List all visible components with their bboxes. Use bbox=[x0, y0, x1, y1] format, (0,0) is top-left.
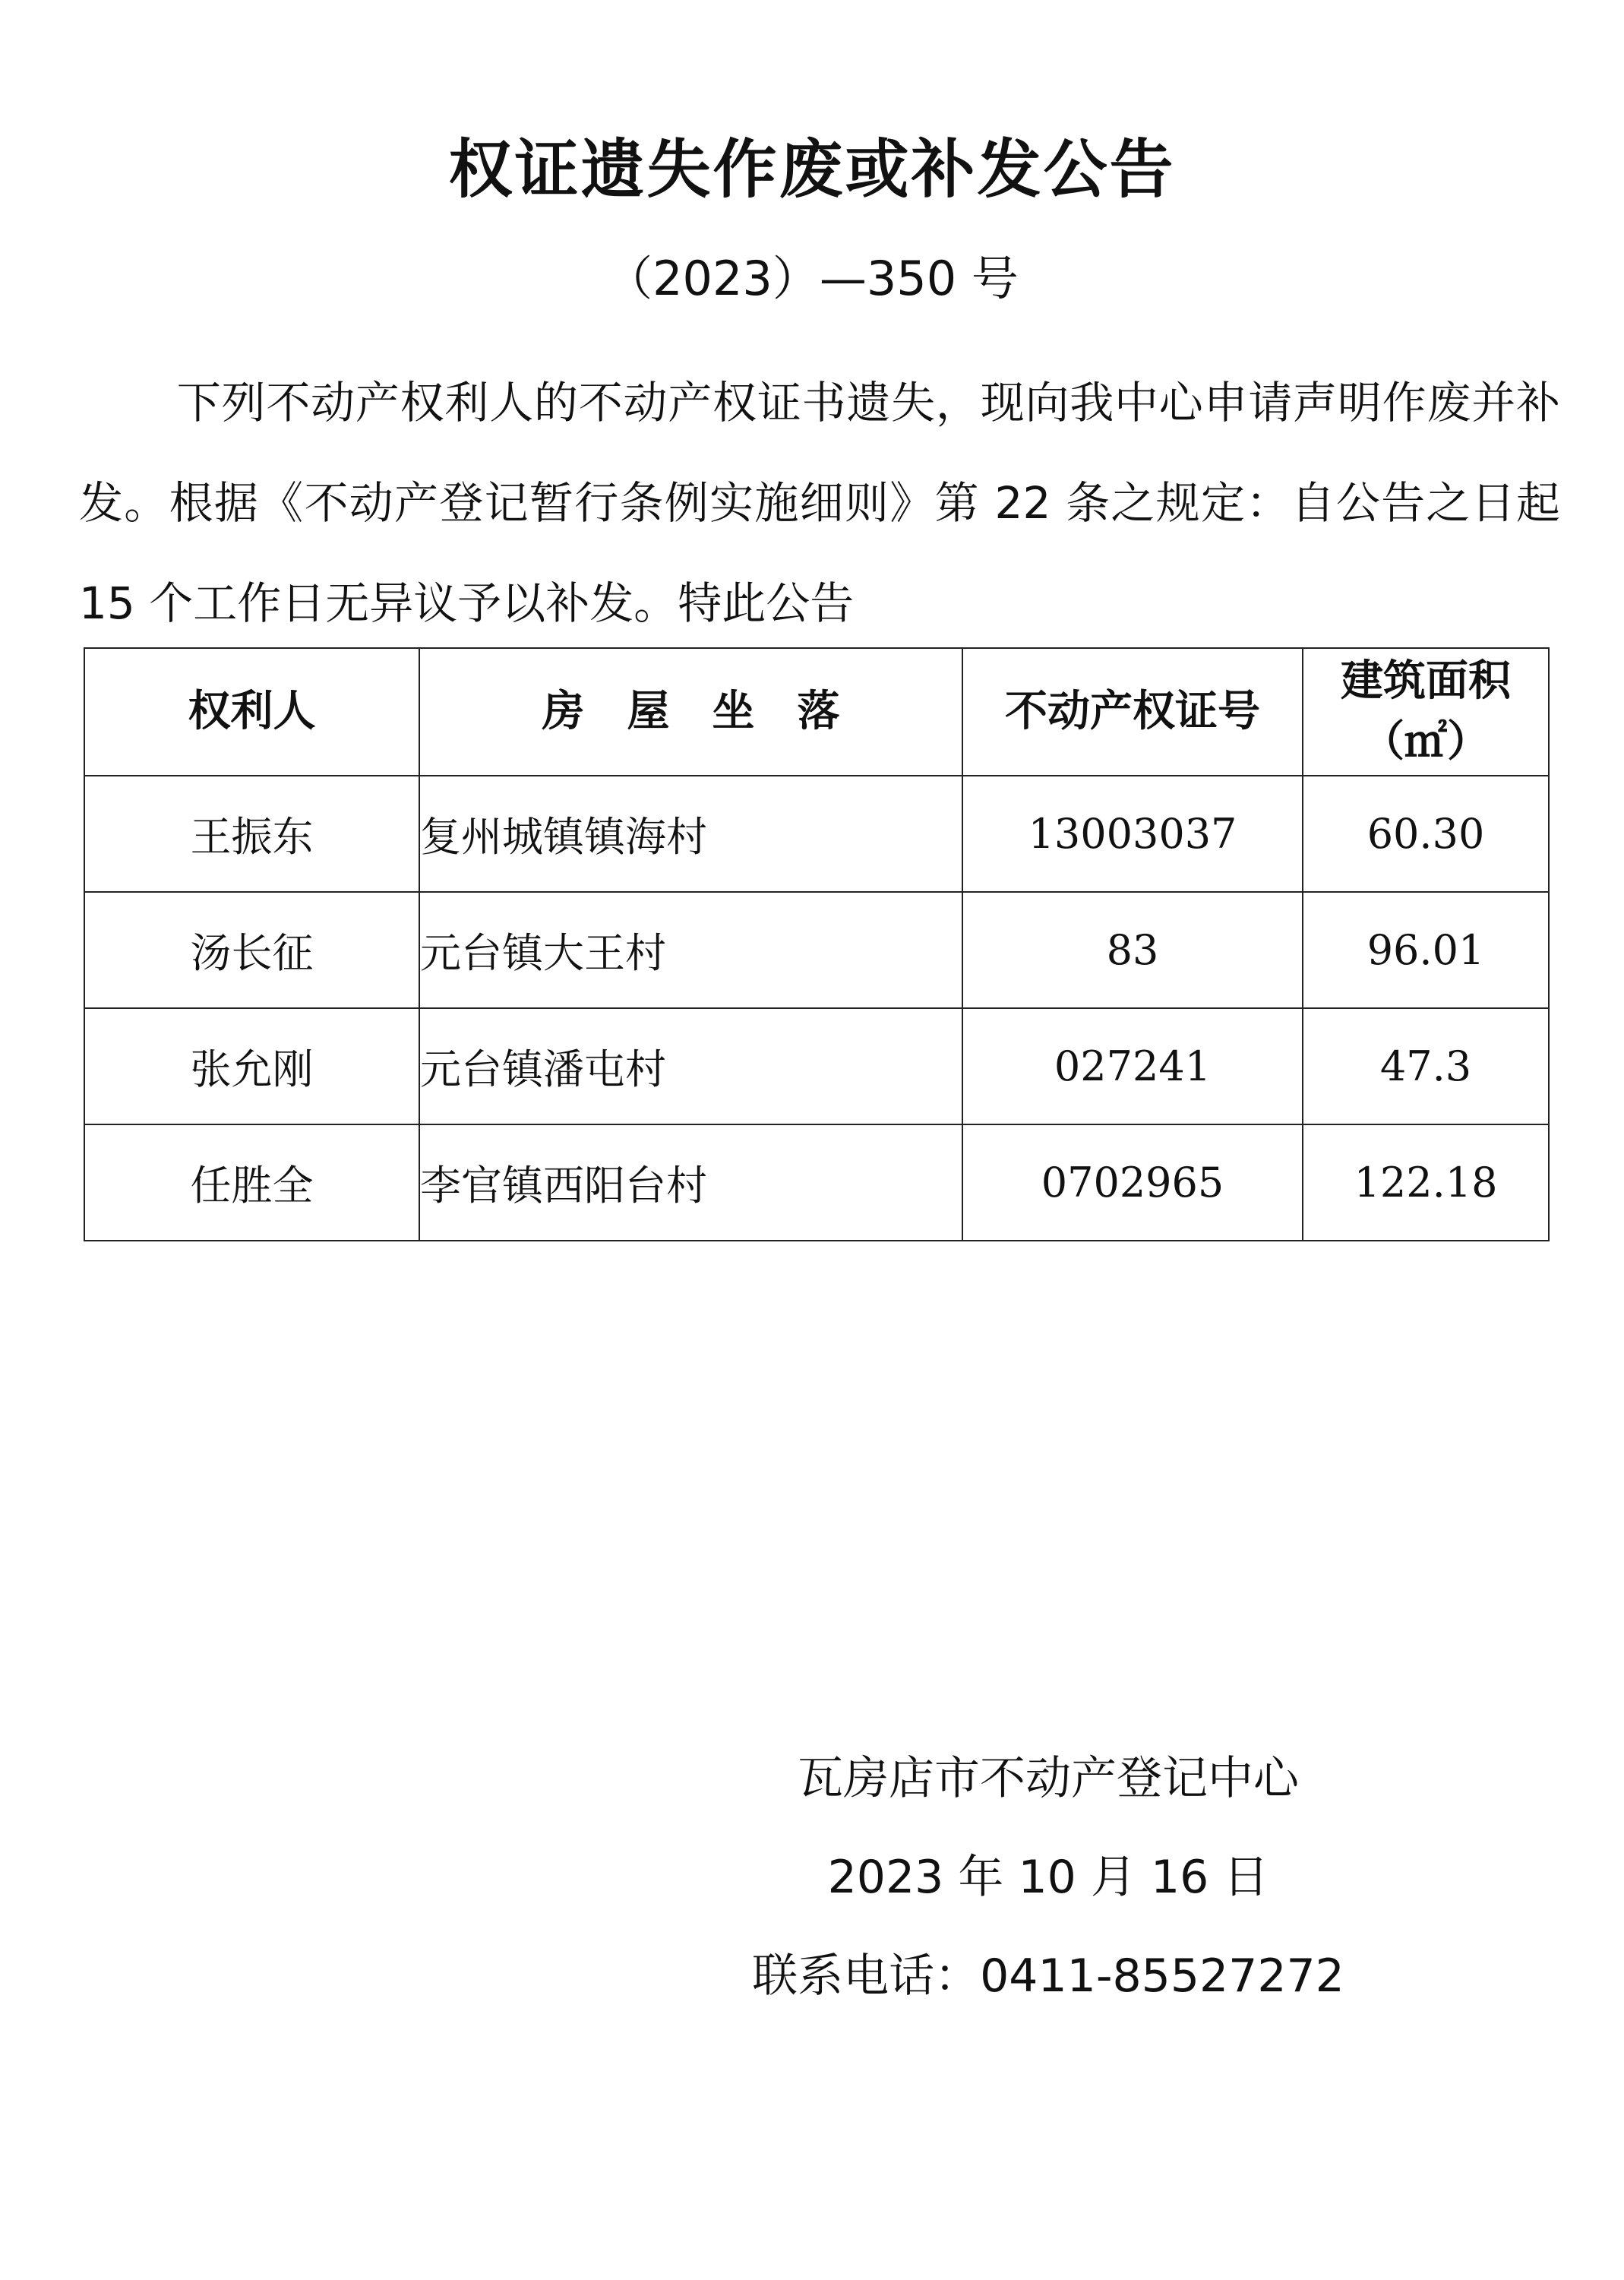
header-area-label: 建筑面积 bbox=[1341, 656, 1511, 706]
header-area bbox=[1303, 648, 1549, 776]
table-row bbox=[84, 1008, 1549, 1124]
issue-date: 2023 年 10 月 16 日 bbox=[827, 1851, 1269, 1904]
area-cell: 96.01 bbox=[1303, 892, 1549, 1008]
owner-cell: 王振东 bbox=[84, 776, 419, 892]
lost-certificate-table bbox=[84, 647, 1550, 1241]
notice-title: 权证遗失作废或补发公告 bbox=[448, 132, 1176, 207]
contact-phone: 联系电话：0411-85527272 bbox=[752, 1950, 1344, 2003]
cert-no-cell: 027241 bbox=[962, 1008, 1303, 1124]
owner-cell: 汤长征 bbox=[84, 892, 419, 1008]
table-row bbox=[84, 1124, 1549, 1241]
table-row bbox=[84, 892, 1549, 1008]
owner-cell: 张允刚 bbox=[84, 1008, 419, 1124]
location-cell: 元台镇潘屯村 bbox=[419, 1008, 962, 1124]
area-cell: 60.30 bbox=[1303, 776, 1549, 892]
cert-no-cell: 0702965 bbox=[962, 1124, 1303, 1241]
location-cell: 复州城镇镇海村 bbox=[419, 776, 962, 892]
header-area-unit: （㎡） bbox=[1362, 717, 1490, 767]
header-owner: 权利人 bbox=[84, 648, 419, 776]
area-cell: 47.3 bbox=[1303, 1008, 1549, 1124]
cert-no-cell: 13003037 bbox=[962, 776, 1303, 892]
table-header-row bbox=[84, 648, 1549, 776]
area-cell: 122.18 bbox=[1303, 1124, 1549, 1241]
issuing-organization: 瓦房店市不动产登记中心 bbox=[798, 1752, 1299, 1805]
table-row bbox=[84, 776, 1549, 892]
location-cell: 元台镇大王村 bbox=[419, 892, 962, 1008]
notice-number: （2023）—350 号 bbox=[605, 251, 1019, 306]
header-cert-no: 不动产权证号 bbox=[962, 648, 1303, 776]
location-cell: 李官镇西阳台村 bbox=[419, 1124, 962, 1241]
cert-no-cell: 83 bbox=[962, 892, 1303, 1008]
notice-body-text: 下列不动产权利人的不动产权证书遗失，现向我中心申请声明作废并补发。根据《不动产登记暂行条例实施细则》第 22 条之规定：自公告之日起 15 个工作日无异议予以补发。特此公告 bbox=[79, 377, 1560, 629]
notice-body bbox=[79, 353, 1560, 653]
header-location: 房 屋 坐 落 bbox=[419, 648, 962, 776]
owner-cell: 任胜全 bbox=[84, 1124, 419, 1241]
